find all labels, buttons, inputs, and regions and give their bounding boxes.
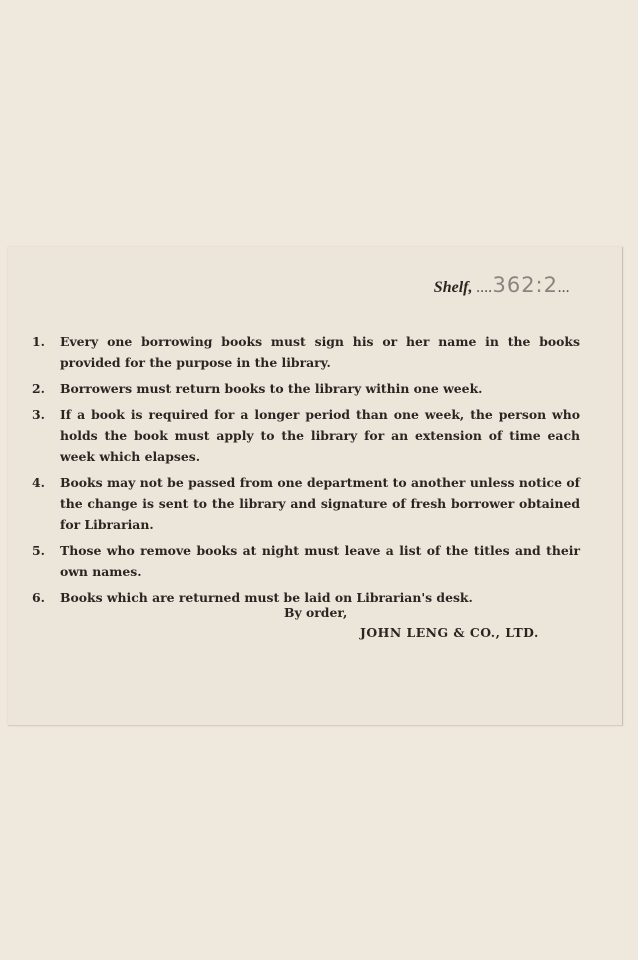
shelf-mark: [434, 273, 570, 297]
shelf-dots: ...: [558, 279, 570, 296]
rule-text: Books which are returned must be laid on Librarian's desk.: [60, 590, 473, 605]
by-order: By order,: [284, 605, 348, 620]
rule-number: 6.: [32, 590, 45, 605]
rule-number: 4.: [32, 475, 45, 490]
rule-text: Books may not be passed from one department to another unless notice of the change is sent to the library and signature of fresh borrower obtained for Librarian.: [60, 475, 580, 532]
rule-item: [32, 540, 580, 582]
shelf-dots: ....: [476, 279, 493, 296]
library-rules-card: [8, 247, 623, 726]
rule-number: 5.: [32, 543, 45, 558]
rule-number: 3.: [32, 407, 45, 422]
rule-text: Those who remove books at night must leave a list of the titles and their own names.: [60, 543, 580, 579]
rule-number: 2.: [32, 381, 45, 396]
rule-item: [32, 472, 580, 535]
rule-item: [32, 378, 580, 399]
rule-text: If a book is required for a longer period than one week, the person who holds the book must apply to the library for an extension of time each week which elapses.: [60, 407, 580, 464]
rule-item: [32, 404, 580, 467]
rule-text: Borrowers must return books to the library within one week.: [60, 381, 483, 396]
company-name: JOHN LENG & CO., LTD.: [360, 625, 539, 640]
rule-item: [32, 331, 580, 373]
rule-number: 1.: [32, 334, 45, 349]
shelf-label: Shelf,: [433, 279, 473, 296]
rules-list: [32, 331, 580, 613]
shelf-number: 362:2: [492, 273, 558, 297]
rule-text: Every one borrowing books must sign his or her name in the books provided for the purpose in the library.: [60, 334, 580, 370]
